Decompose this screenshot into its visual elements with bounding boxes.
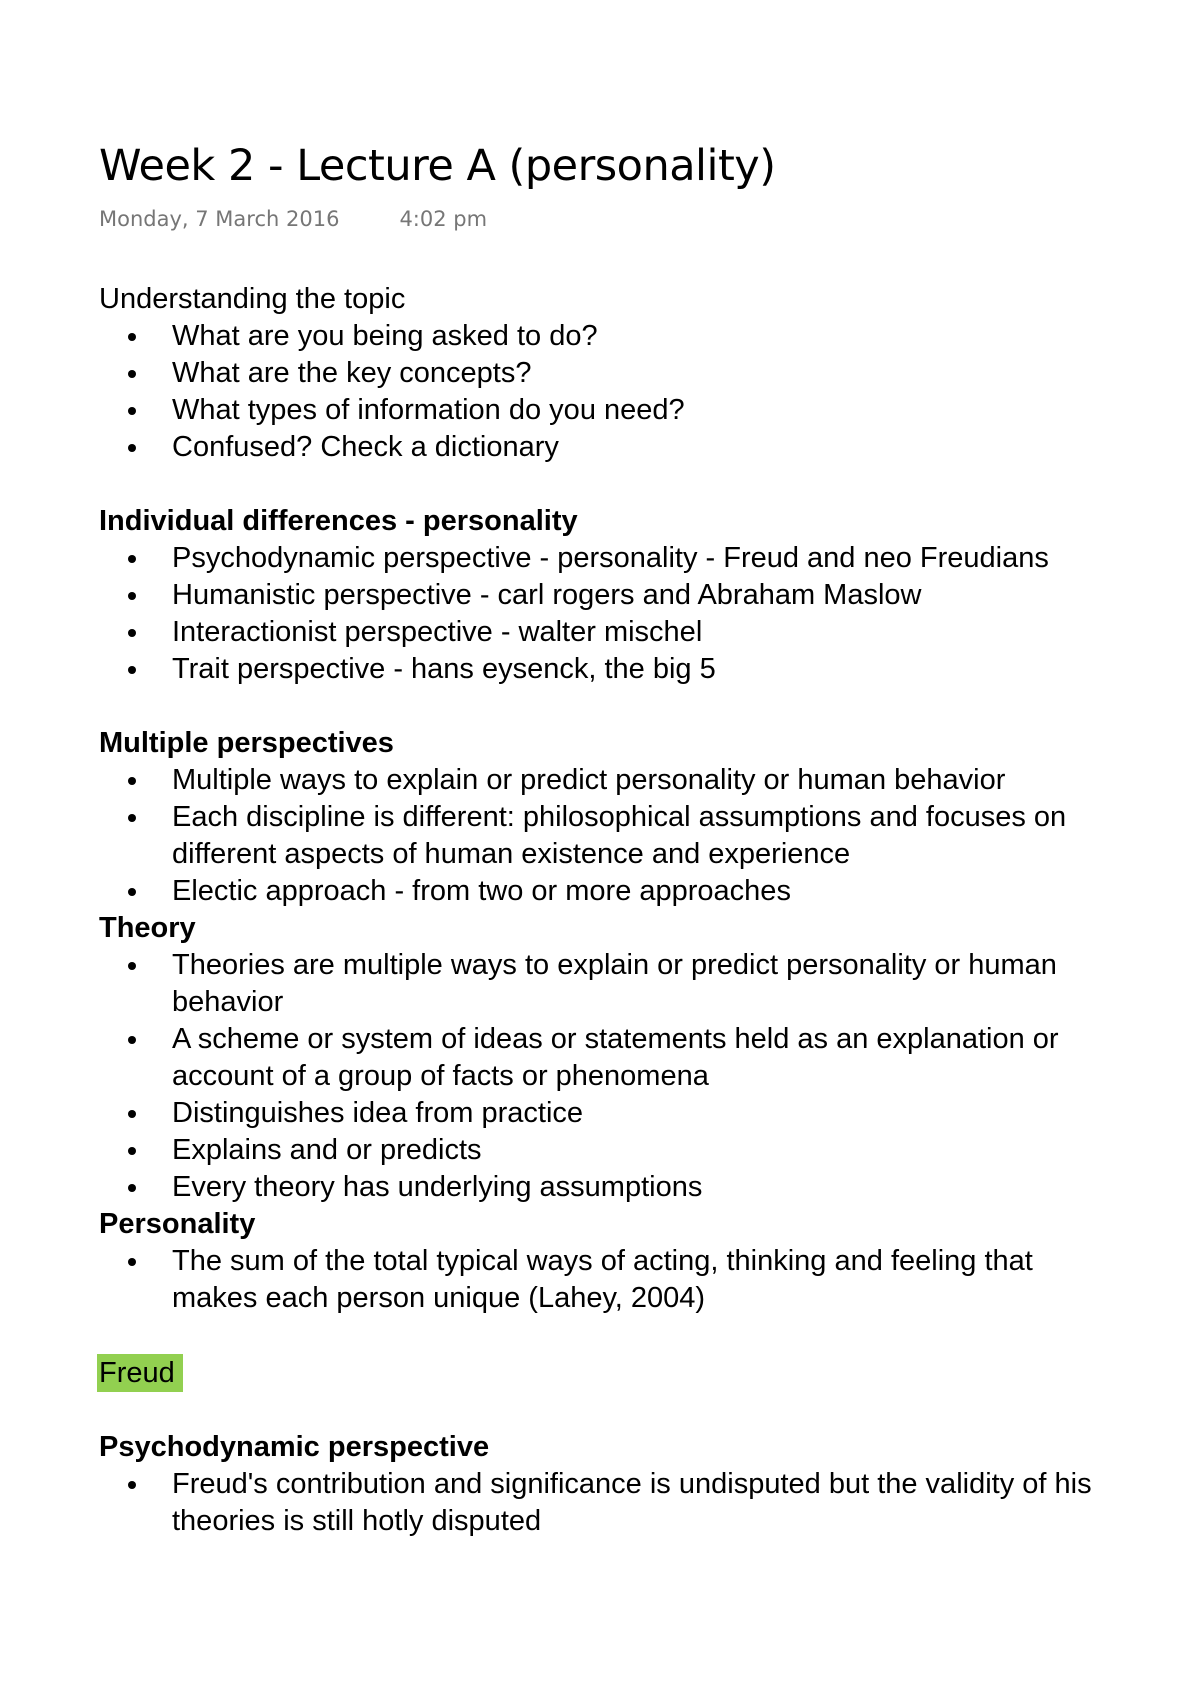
list-theory — [99, 947, 1139, 1206]
list-item: Freud's contribution and significance is undisputed but the validity of his theories is still hotly disputed — [99, 1466, 1099, 1540]
list-item: Trait perspective - hans eysenck, the big 5 — [99, 651, 1139, 688]
spacer — [99, 466, 1139, 503]
bullet-icon — [128, 444, 136, 452]
bullet-icon — [128, 592, 136, 600]
list-item: A scheme or system of ideas or statements held as an explanation or account of a group of facts or phenomena — [99, 1021, 1089, 1095]
section-heading-understanding: Understanding the topic — [99, 283, 406, 315]
spacer — [99, 1317, 1139, 1354]
list-item: The sum of the total typical ways of acting, thinking and feeling that makes each person unique (Lahey, 2004) — [99, 1243, 1109, 1317]
list-item: What are the key concepts? — [99, 355, 1139, 392]
list-item: Confused? Check a dictionary — [99, 429, 1139, 466]
list-understanding — [99, 318, 1139, 466]
note-page — [99, 136, 1139, 1537]
list-item: Each discipline is different: philosophical assumptions and focuses on different aspects of human existence and experience — [99, 799, 1129, 873]
list-item: What are you being asked to do? — [99, 318, 1139, 355]
section-heading-theory: Theory — [99, 912, 196, 944]
page-time: 4:02 pm — [399, 207, 488, 231]
section-heading-psychodynamic: Psychodynamic perspective — [99, 1431, 490, 1463]
bullet-icon — [128, 1147, 136, 1155]
list-multiple — [99, 762, 1139, 910]
note-body — [99, 281, 1139, 1540]
section-heading-individual: Individual differences - personality — [99, 505, 578, 537]
bullet-icon — [128, 814, 136, 822]
bullet-icon — [128, 333, 136, 341]
list-personality — [99, 1243, 1139, 1317]
bullet-icon — [128, 962, 136, 970]
spacer — [99, 1392, 1139, 1429]
bullet-icon — [128, 888, 136, 896]
bullet-icon — [128, 777, 136, 785]
list-item: Electic approach - from two or more approaches — [99, 873, 1139, 910]
list-item: Multiple ways to explain or predict personality or human behavior — [99, 762, 1139, 799]
list-item: Distinguishes idea from practice — [99, 1095, 1139, 1132]
list-item: Theories are multiple ways to explain or predict personality or human behavior — [99, 947, 1089, 1021]
section-heading-personality: Personality — [99, 1208, 256, 1240]
freud-highlight: Freud — [97, 1354, 183, 1392]
page-title: Week 2 - Lecture A (personality) — [99, 141, 776, 191]
bullet-icon — [128, 1481, 136, 1489]
list-item: What types of information do you need? — [99, 392, 1139, 429]
page-date: Monday, 7 March 2016 — [99, 207, 340, 231]
bullet-icon — [128, 629, 136, 637]
bullet-icon — [128, 407, 136, 415]
bullet-icon — [128, 1258, 136, 1266]
bullet-icon — [128, 370, 136, 378]
page-meta — [99, 204, 1139, 234]
bullet-icon — [128, 1110, 136, 1118]
section-heading-multiple: Multiple perspectives — [99, 727, 394, 759]
bullet-icon — [128, 666, 136, 674]
freud-tag-line — [99, 1354, 1139, 1392]
list-item: Explains and or predicts — [99, 1132, 1139, 1169]
list-item: Psychodynamic perspective - personality - Freud and neo Freudians — [99, 540, 1139, 577]
bullet-icon — [128, 555, 136, 563]
spacer — [99, 688, 1139, 725]
bullet-icon — [128, 1036, 136, 1044]
list-psychodynamic — [99, 1466, 1139, 1540]
list-individual — [99, 540, 1139, 688]
list-item: Humanistic perspective - carl rogers and Abraham Maslow — [99, 577, 1139, 614]
list-item: Interactionist perspective - walter mischel — [99, 614, 1139, 651]
bullet-icon — [128, 1184, 136, 1192]
list-item: Every theory has underlying assumptions — [99, 1169, 1139, 1206]
